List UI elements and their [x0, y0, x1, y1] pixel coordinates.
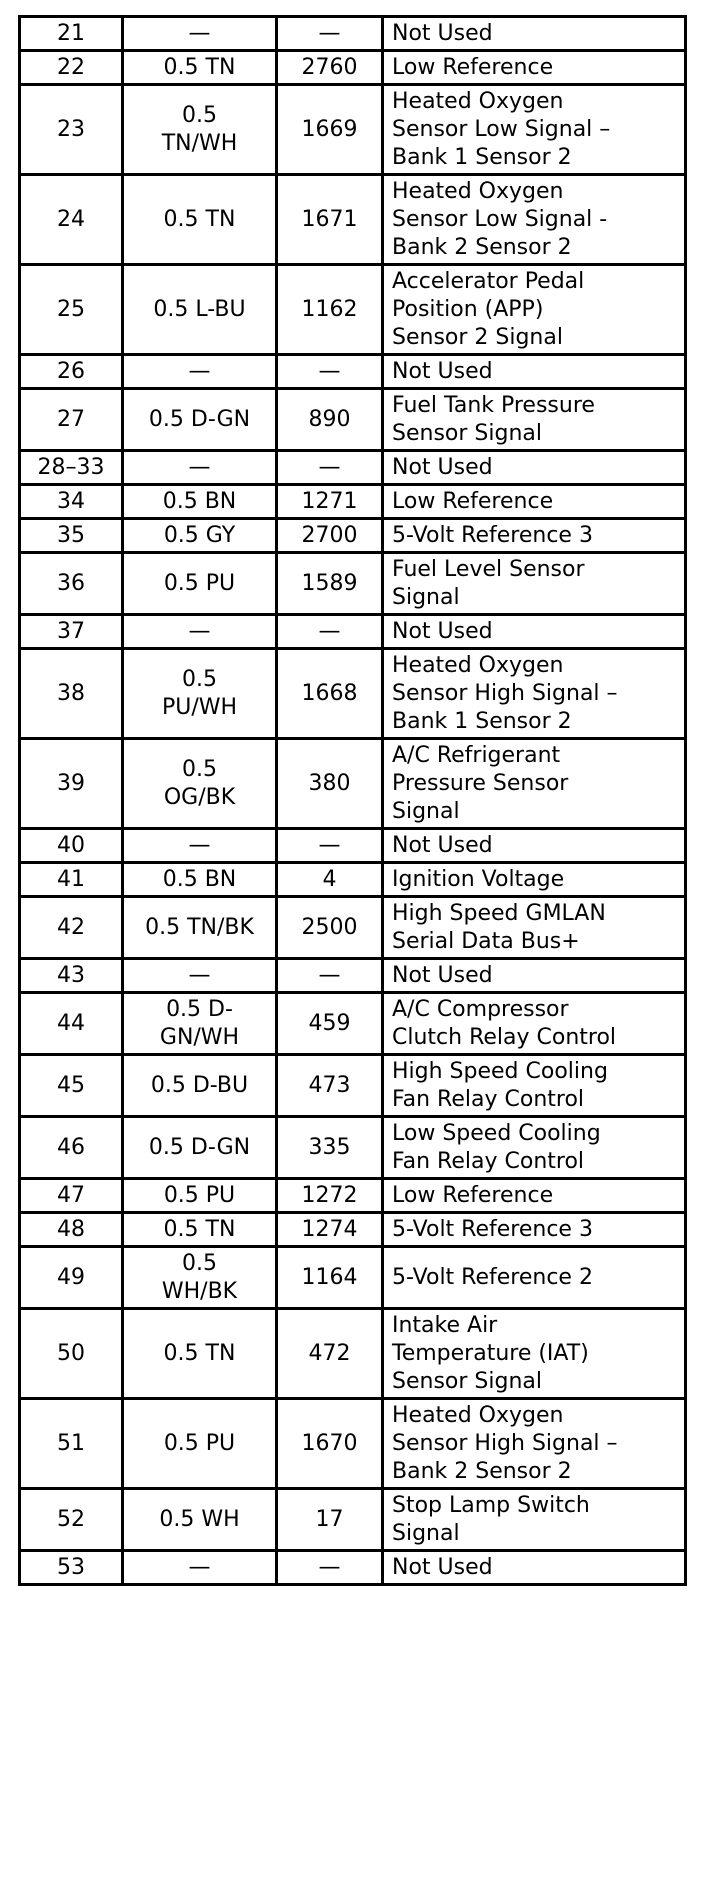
function-cell: Not Used — [383, 17, 686, 51]
circuit-cell: — — [277, 355, 383, 389]
table-row — [20, 485, 686, 519]
circuit-cell: 472 — [277, 1309, 383, 1399]
wire-cell: — — [123, 1551, 277, 1585]
function-cell: 5-Volt Reference 3 — [383, 519, 686, 553]
wire-cell: 0.5 GY — [123, 519, 277, 553]
pin-cell: 24 — [20, 175, 123, 265]
function-cell: Heated Oxygen Sensor High Signal – Bank 2 Sensor 2 — [383, 1399, 686, 1489]
circuit-cell: 4 — [277, 863, 383, 897]
circuit-cell: 459 — [277, 993, 383, 1055]
connector-pinout-table-wrapper — [18, 15, 684, 1586]
wire-cell: 0.5 D- GN/WH — [123, 993, 277, 1055]
table-row — [20, 897, 686, 959]
pin-cell: 38 — [20, 649, 123, 739]
pin-cell: 43 — [20, 959, 123, 993]
function-cell: Not Used — [383, 451, 686, 485]
pin-cell: 22 — [20, 51, 123, 85]
pin-cell: 47 — [20, 1179, 123, 1213]
function-cell: 5-Volt Reference 3 — [383, 1213, 686, 1247]
pin-cell: 53 — [20, 1551, 123, 1585]
table-body — [20, 17, 686, 1585]
table-row — [20, 1247, 686, 1309]
wire-cell: 0.5 TN — [123, 1309, 277, 1399]
table-row — [20, 553, 686, 615]
circuit-cell: 1589 — [277, 553, 383, 615]
circuit-cell: — — [277, 959, 383, 993]
wire-cell: 0.5 PU/WH — [123, 649, 277, 739]
table-row — [20, 739, 686, 829]
circuit-cell: 1271 — [277, 485, 383, 519]
pin-cell: 23 — [20, 85, 123, 175]
function-cell: High Speed Cooling Fan Relay Control — [383, 1055, 686, 1117]
table-row — [20, 1399, 686, 1489]
wire-cell: 0.5 OG/BK — [123, 739, 277, 829]
circuit-cell: 1669 — [277, 85, 383, 175]
wire-cell: 0.5 TN — [123, 51, 277, 85]
table-row — [20, 1213, 686, 1247]
pin-cell: 51 — [20, 1399, 123, 1489]
table-row — [20, 615, 686, 649]
wire-cell: 0.5 PU — [123, 1399, 277, 1489]
circuit-cell: 1670 — [277, 1399, 383, 1489]
pin-cell: 36 — [20, 553, 123, 615]
circuit-cell: 17 — [277, 1489, 383, 1551]
table-row — [20, 389, 686, 451]
wire-cell: — — [123, 355, 277, 389]
pin-cell: 25 — [20, 265, 123, 355]
pin-cell: 35 — [20, 519, 123, 553]
function-cell: Not Used — [383, 829, 686, 863]
wire-cell: 0.5 TN — [123, 1213, 277, 1247]
table-row — [20, 1551, 686, 1585]
wire-cell: — — [123, 17, 277, 51]
table-row — [20, 265, 686, 355]
function-cell: A/C Compressor Clutch Relay Control — [383, 993, 686, 1055]
wire-cell: 0.5 TN/BK — [123, 897, 277, 959]
table-row — [20, 1117, 686, 1179]
function-cell: Not Used — [383, 615, 686, 649]
pin-cell: 26 — [20, 355, 123, 389]
pin-cell: 44 — [20, 993, 123, 1055]
function-cell: Ignition Voltage — [383, 863, 686, 897]
circuit-cell: — — [277, 829, 383, 863]
circuit-cell: 1164 — [277, 1247, 383, 1309]
wire-cell: 0.5 WH/BK — [123, 1247, 277, 1309]
pin-cell: 40 — [20, 829, 123, 863]
function-cell: Fuel Tank Pressure Sensor Signal — [383, 389, 686, 451]
table-row — [20, 1489, 686, 1551]
pin-cell: 39 — [20, 739, 123, 829]
pin-cell: 45 — [20, 1055, 123, 1117]
pin-cell: 52 — [20, 1489, 123, 1551]
pin-cell: 50 — [20, 1309, 123, 1399]
circuit-cell: — — [277, 17, 383, 51]
circuit-cell: — — [277, 615, 383, 649]
function-cell: Fuel Level Sensor Signal — [383, 553, 686, 615]
table-row — [20, 993, 686, 1055]
function-cell: Not Used — [383, 355, 686, 389]
function-cell: Heated Oxygen Sensor Low Signal - Bank 2 Sensor 2 — [383, 175, 686, 265]
wire-cell: — — [123, 615, 277, 649]
circuit-cell: 1671 — [277, 175, 383, 265]
connector-pinout-table — [18, 15, 687, 1586]
wire-cell: 0.5 BN — [123, 863, 277, 897]
table-row — [20, 1055, 686, 1117]
table-row — [20, 1309, 686, 1399]
table-row — [20, 519, 686, 553]
wire-cell: — — [123, 829, 277, 863]
circuit-cell: — — [277, 1551, 383, 1585]
function-cell: Not Used — [383, 1551, 686, 1585]
table-row — [20, 355, 686, 389]
wire-cell: 0.5 PU — [123, 1179, 277, 1213]
table-row — [20, 51, 686, 85]
circuit-cell: 1272 — [277, 1179, 383, 1213]
wire-cell: 0.5 WH — [123, 1489, 277, 1551]
circuit-cell: 890 — [277, 389, 383, 451]
pin-cell: 27 — [20, 389, 123, 451]
function-cell: Low Reference — [383, 485, 686, 519]
pin-cell: 42 — [20, 897, 123, 959]
function-cell: 5-Volt Reference 2 — [383, 1247, 686, 1309]
function-cell: Accelerator Pedal Position (APP) Sensor 2 Signal — [383, 265, 686, 355]
wire-cell: 0.5 TN — [123, 175, 277, 265]
wire-cell: — — [123, 451, 277, 485]
wire-cell: 0.5 L-BU — [123, 265, 277, 355]
circuit-cell: 1668 — [277, 649, 383, 739]
table-row — [20, 863, 686, 897]
pin-cell: 34 — [20, 485, 123, 519]
circuit-cell: 335 — [277, 1117, 383, 1179]
circuit-cell: — — [277, 451, 383, 485]
function-cell: Heated Oxygen Sensor High Signal – Bank 1 Sensor 2 — [383, 649, 686, 739]
circuit-cell: 2700 — [277, 519, 383, 553]
circuit-cell: 380 — [277, 739, 383, 829]
pin-cell: 28–33 — [20, 451, 123, 485]
circuit-cell: 2760 — [277, 51, 383, 85]
table-row — [20, 829, 686, 863]
circuit-cell: 1274 — [277, 1213, 383, 1247]
function-cell: Not Used — [383, 959, 686, 993]
pin-cell: 48 — [20, 1213, 123, 1247]
pin-cell: 46 — [20, 1117, 123, 1179]
function-cell: Low Speed Cooling Fan Relay Control — [383, 1117, 686, 1179]
circuit-cell: 2500 — [277, 897, 383, 959]
table-row — [20, 17, 686, 51]
function-cell: Intake Air Temperature (IAT) Sensor Signal — [383, 1309, 686, 1399]
wire-cell: — — [123, 959, 277, 993]
pin-cell: 41 — [20, 863, 123, 897]
table-row — [20, 451, 686, 485]
pin-cell: 37 — [20, 615, 123, 649]
function-cell: High Speed GMLAN Serial Data Bus+ — [383, 897, 686, 959]
table-row — [20, 85, 686, 175]
wire-cell: 0.5 TN/WH — [123, 85, 277, 175]
table-row — [20, 959, 686, 993]
table-row — [20, 175, 686, 265]
table-row — [20, 1179, 686, 1213]
function-cell: Heated Oxygen Sensor Low Signal – Bank 1 Sensor 2 — [383, 85, 686, 175]
function-cell: Stop Lamp Switch Signal — [383, 1489, 686, 1551]
wire-cell: 0.5 PU — [123, 553, 277, 615]
wire-cell: 0.5 D-GN — [123, 1117, 277, 1179]
function-cell: Low Reference — [383, 51, 686, 85]
wire-cell: 0.5 BN — [123, 485, 277, 519]
pin-cell: 21 — [20, 17, 123, 51]
wire-cell: 0.5 D-BU — [123, 1055, 277, 1117]
circuit-cell: 1162 — [277, 265, 383, 355]
function-cell: A/C Refrigerant Pressure Sensor Signal — [383, 739, 686, 829]
circuit-cell: 473 — [277, 1055, 383, 1117]
function-cell: Low Reference — [383, 1179, 686, 1213]
wire-cell: 0.5 D-GN — [123, 389, 277, 451]
table-row — [20, 649, 686, 739]
pin-cell: 49 — [20, 1247, 123, 1309]
